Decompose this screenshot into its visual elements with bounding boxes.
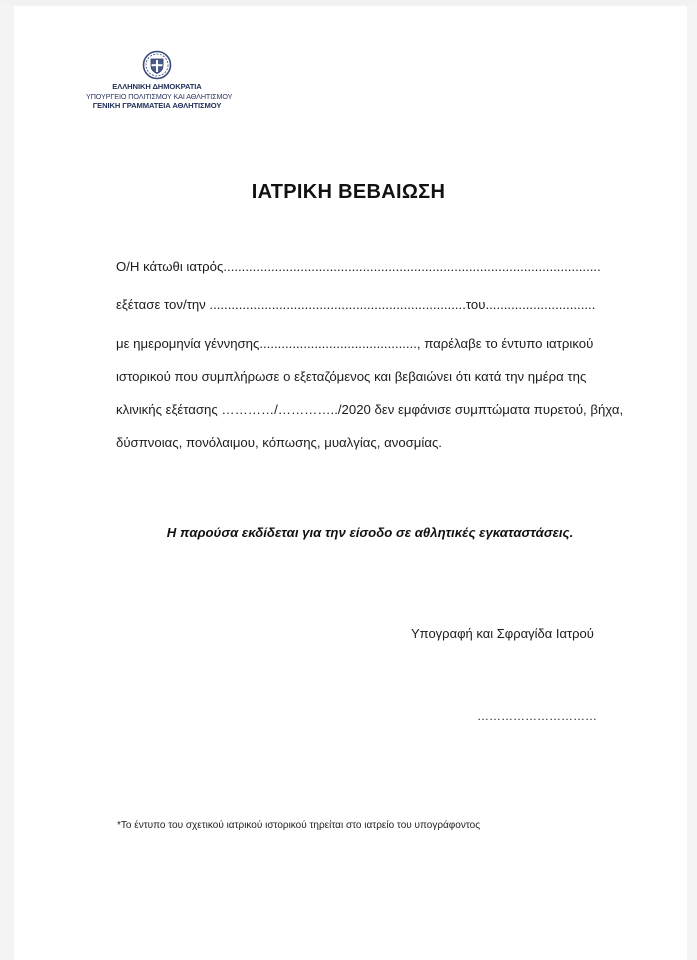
line-birthdate: με ημερομηνία γέννησης..........................................., παρέλαβε το έντυπο ιατρικού [116, 336, 594, 351]
purpose-notice: Η παρούσα εκδίδεται για την είσοδο σε αθλητικές εγκαταστάσεις. [166, 525, 574, 540]
signature-line: ………………………… [477, 709, 597, 723]
line-exam-date: κλινικής εξέτασης …………/…………../2020 δεν εμφάνισε συμπτώματα πυρετού, βήχα, [116, 402, 624, 417]
document-title: ΙΑΤΡΙΚΗ ΒΕΒΑΙΩΣΗ [251, 181, 446, 203]
signature-label: Υπογραφή και Σφραγίδα Ιατρού [411, 626, 594, 641]
line-symptoms: δύσπνοιας, πονόλαιμου, κόπωσης, μυαλγίας, ανοσμίας. [116, 435, 442, 450]
header-secretariat: ΓΕΝΙΚΗ ΓΡΑΜΜΑΤΕΙΑ ΑΘΛΗΤΙΣΜΟΥ [92, 101, 222, 110]
footnote: *Το έντυπο του σχετικού ιατρικού ιστορικού τηρείται στο ιατρείο του υπογράφοντος [117, 820, 481, 831]
greek-coat-of-arms-icon [142, 50, 172, 80]
line-doctor: Ο/Η κάτωθι ιατρός....................................................................................................... [116, 259, 601, 274]
header-country: ΕΛΛΗΝΙΚΗ ΔΗΜΟΚΡΑΤΙΑ [112, 82, 202, 91]
line-examinee: εξέτασε τον/την ......................................................................του.............................. [116, 297, 596, 312]
header-ministry: ΥΠΟΥΡΓΕΙΟ ΠΟΛΙΤΙΣΜΟΥ ΚΑΙ ΑΘΛΗΤΙΣΜΟΥ [86, 91, 233, 101]
ministry-header [86, 50, 233, 111]
line-history: ιστορικού που συμπλήρωσε ο εξεταζόμενος και βεβαιώνει ότι κατά την ημέρα της [116, 369, 587, 384]
